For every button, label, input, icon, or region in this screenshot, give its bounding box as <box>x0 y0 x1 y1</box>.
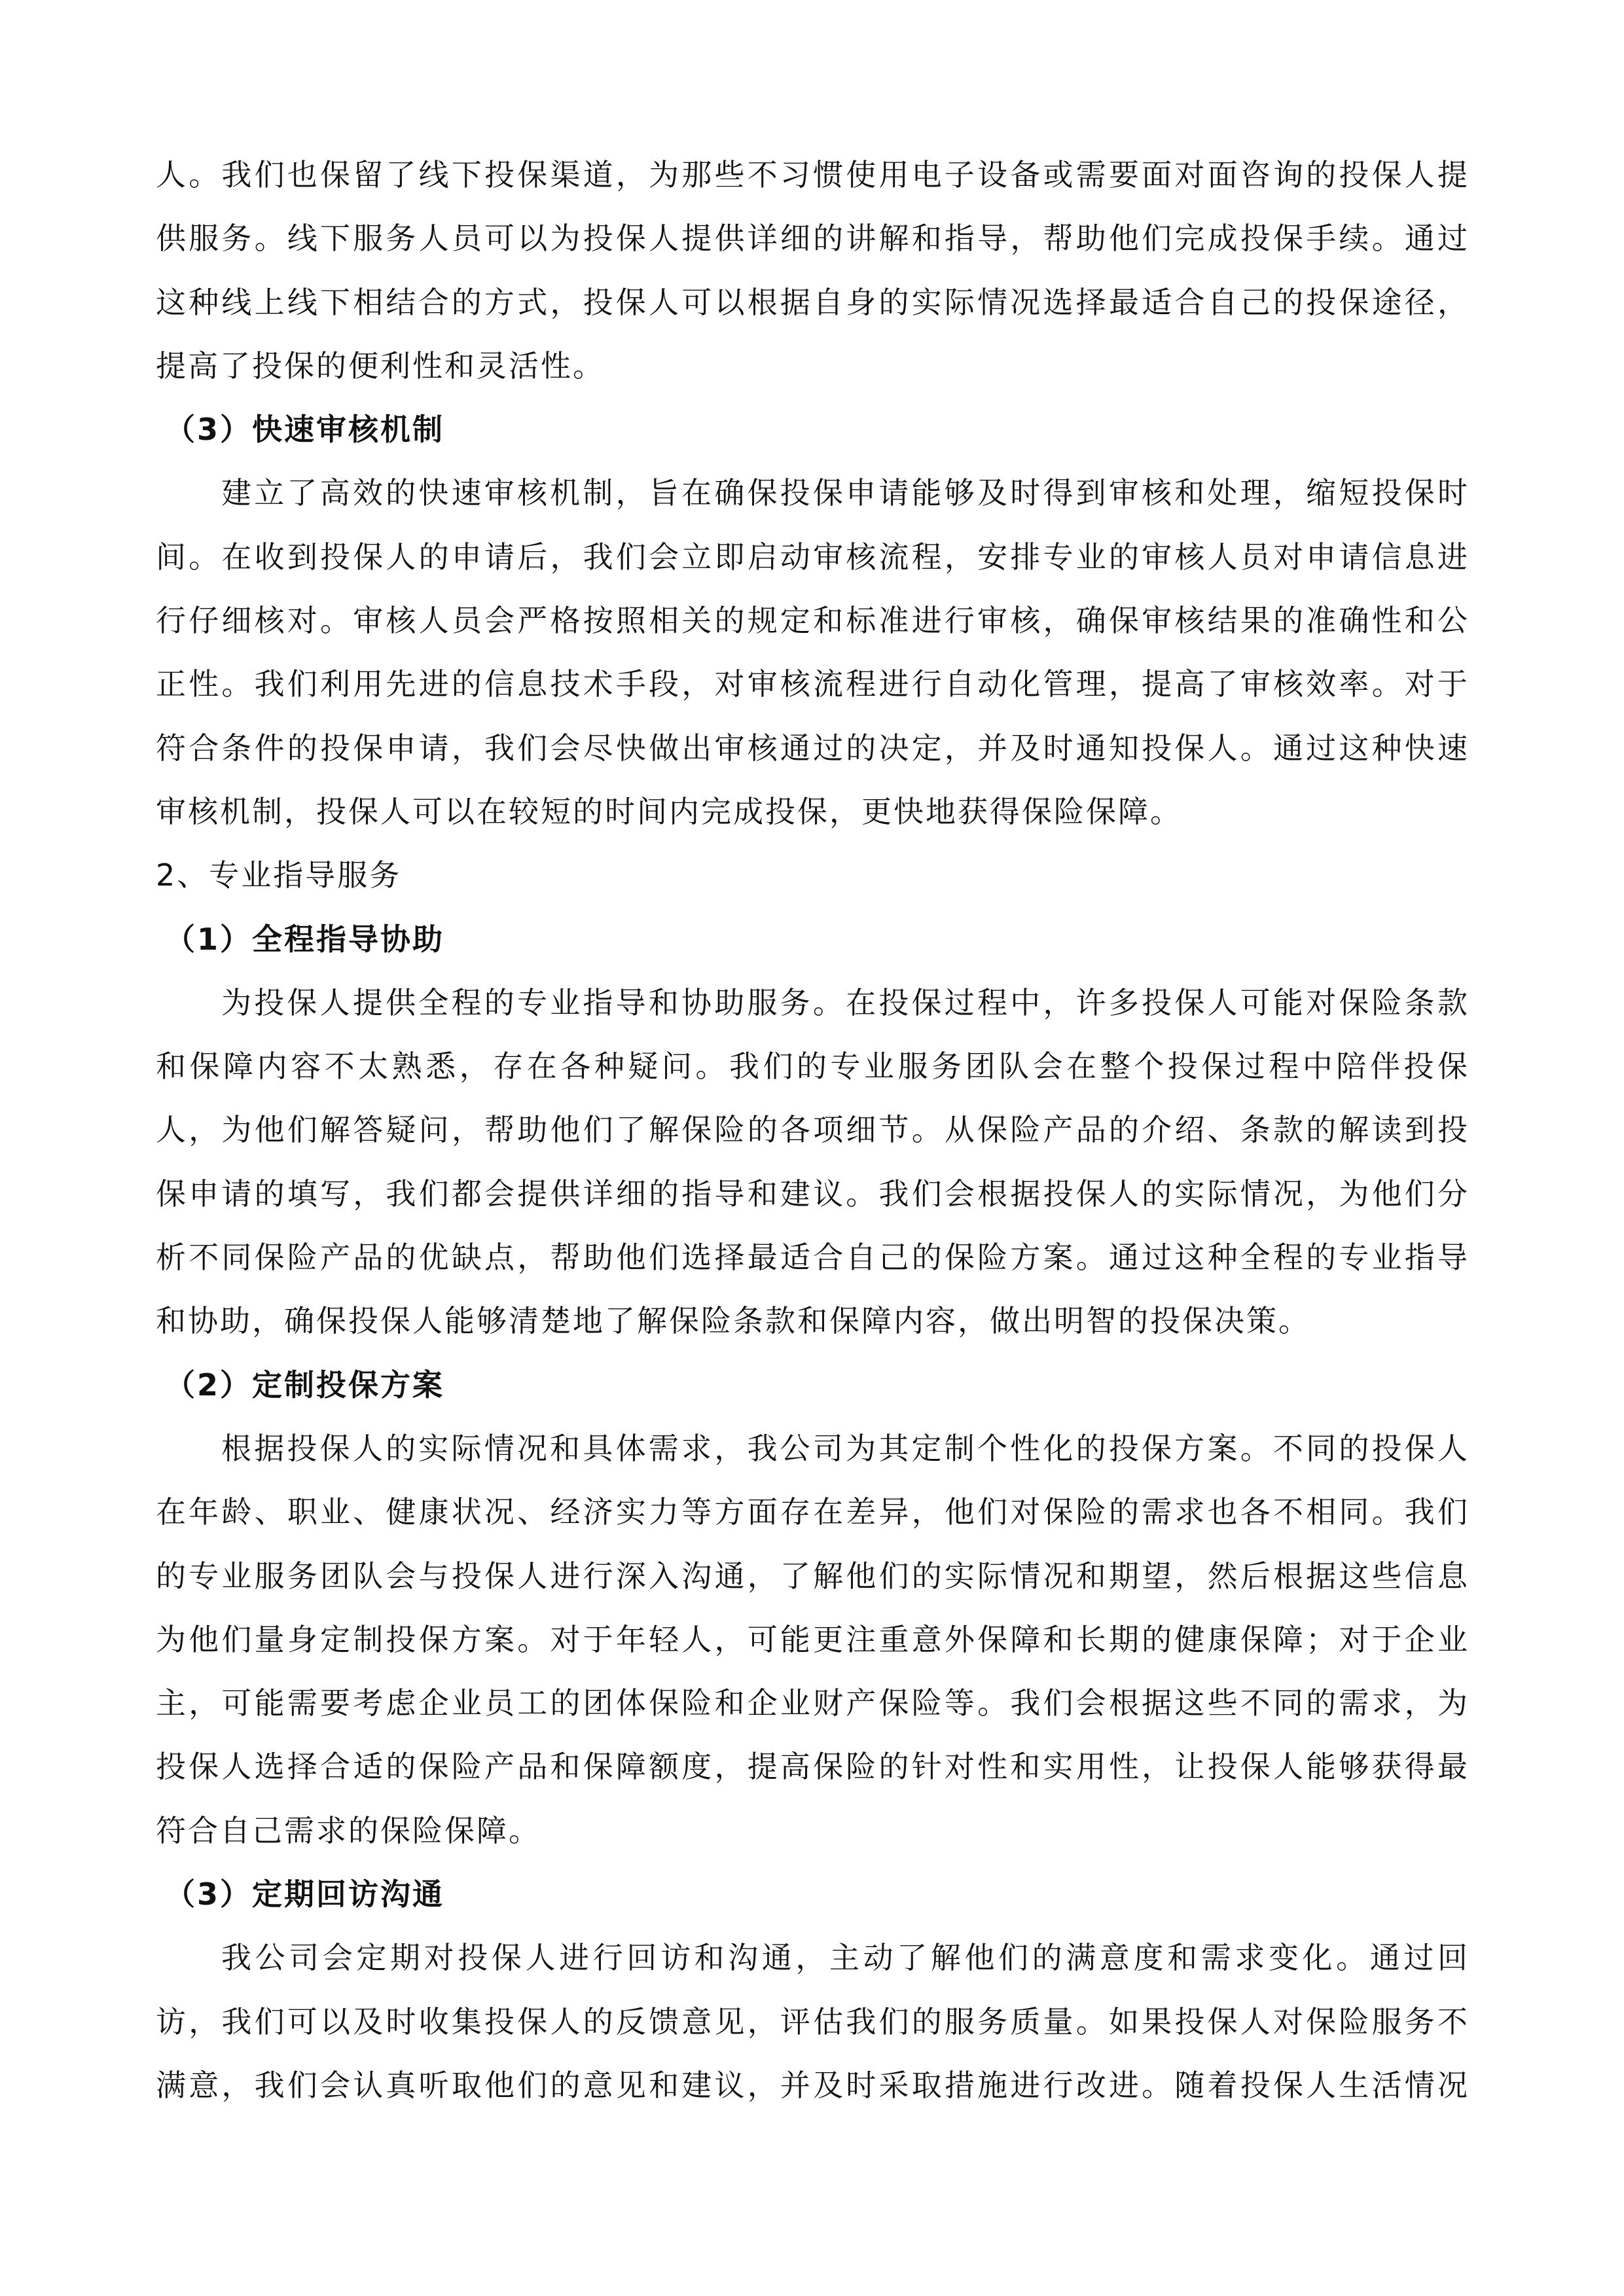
text-line: 符合条件的投保申请，我们会尽快做出审核通过的决定，并及时通知投保人。通过这种快速 <box>156 730 1471 766</box>
paragraph-custom-plan <box>156 1417 1471 1863</box>
section-heading-professional-guidance: 2、专业指导服务 <box>156 857 402 893</box>
text-line: 满意，我们会认真听取他们的意见和建议，并及时采取措施进行改进。随着投保人生活情况 <box>156 2067 1471 2103</box>
subheading-regular-followup: （3）定期回访沟通 <box>165 1876 445 1912</box>
text-line: 这种线上线下相结合的方式，投保人可以根据自身的实际情况选择最适合自己的投保途径， <box>156 284 1471 320</box>
text-line: 的专业服务团队会与投保人进行深入沟通，了解他们的实际情况和期望，然后根据这些信息 <box>156 1558 1471 1594</box>
paragraph-full-guidance <box>156 971 1471 1354</box>
text-line: 提高了投保的便利性和灵活性。 <box>156 348 605 384</box>
paragraph-fast-review <box>156 461 1471 844</box>
text-line: 正性。我们利用先进的信息技术手段，对审核流程进行自动化管理，提高了审核效率。对于 <box>156 666 1471 702</box>
text-line: 我公司会定期对投保人进行回访和沟通，主动了解他们的满意度和需求变化。通过回 <box>221 1940 1471 1976</box>
text-line: 投保人选择合适的保险产品和保障额度，提高保险的针对性和实用性，让投保人能够获得最 <box>156 1749 1471 1785</box>
document-page <box>156 143 1471 2117</box>
text-line: 保申请的填写，我们都会提供详细的指导和建议。我们会根据投保人的实际情况，为他们分 <box>156 1175 1471 1211</box>
text-line: 符合自己需求的保险保障。 <box>156 1812 541 1848</box>
text-line: 在年龄、职业、健康状况、经济实力等方面存在差异，他们对保险的需求也各不相同。我们 <box>156 1494 1471 1530</box>
text-line: 和协助，确保投保人能够清楚地了解保险条款和保障内容，做出明智的投保决策。 <box>156 1303 1310 1339</box>
subheading-full-guidance: （1）全程指导协助 <box>165 921 445 957</box>
paragraph-online-offline-channels <box>156 143 1471 398</box>
text-line: 主，可能需要考虑企业员工的团体保险和企业财产保险等。我们会根据这些不同的需求，为 <box>156 1685 1471 1721</box>
text-line: 审核机制，投保人可以在较短的时间内完成投保，更快地获得保险保障。 <box>156 793 1182 829</box>
text-line: 人，为他们解答疑问，帮助他们了解保险的各项细节。从保险产品的介绍、条款的解读到投 <box>156 1112 1471 1148</box>
text-line: 建立了高效的快速审核机制，旨在确保投保申请能够及时得到审核和处理，缩短投保时 <box>221 475 1471 511</box>
subheading-custom-plan: （2）定制投保方案 <box>165 1367 445 1403</box>
paragraph-regular-followup <box>156 1926 1471 2117</box>
text-line: 人。我们也保留了线下投保渠道，为那些不习惯使用电子设备或需要面对面咨询的投保人提 <box>156 157 1471 192</box>
text-line: 析不同保险产品的优缺点，帮助他们选择最适合自己的保险方案。通过这种全程的专业指导 <box>156 1240 1471 1276</box>
text-line: 根据投保人的实际情况和具体需求，我公司为其定制个性化的投保方案。不同的投保人 <box>221 1430 1471 1466</box>
text-line: 访，我们可以及时收集投保人的反馈意见，评估我们的服务质量。如果投保人对保险服务不 <box>156 2003 1471 2039</box>
text-line: 和保障内容不太熟悉，存在各种疑问。我们的专业服务团队会在整个投保过程中陪伴投保 <box>156 1049 1471 1085</box>
text-line: 供服务。线下服务人员可以为投保人提供详细的讲解和指导，帮助他们完成投保手续。通过 <box>156 221 1471 257</box>
subheading-fast-review: （3）快速审核机制 <box>165 412 445 448</box>
text-line: 行仔细核对。审核人员会严格按照相关的规定和标准进行审核，确保审核结果的准确性和公 <box>156 603 1471 639</box>
text-line: 为他们量身定制投保方案。对于年轻人，可能更注重意外保障和长期的健康保障；对于企业 <box>156 1621 1471 1657</box>
text-line: 间。在收到投保人的申请后，我们会立即启动审核流程，安排专业的审核人员对申请信息进 <box>156 539 1471 575</box>
text-line: 为投保人提供全程的专业指导和协助服务。在投保过程中，许多投保人可能对保险条款 <box>221 984 1471 1020</box>
